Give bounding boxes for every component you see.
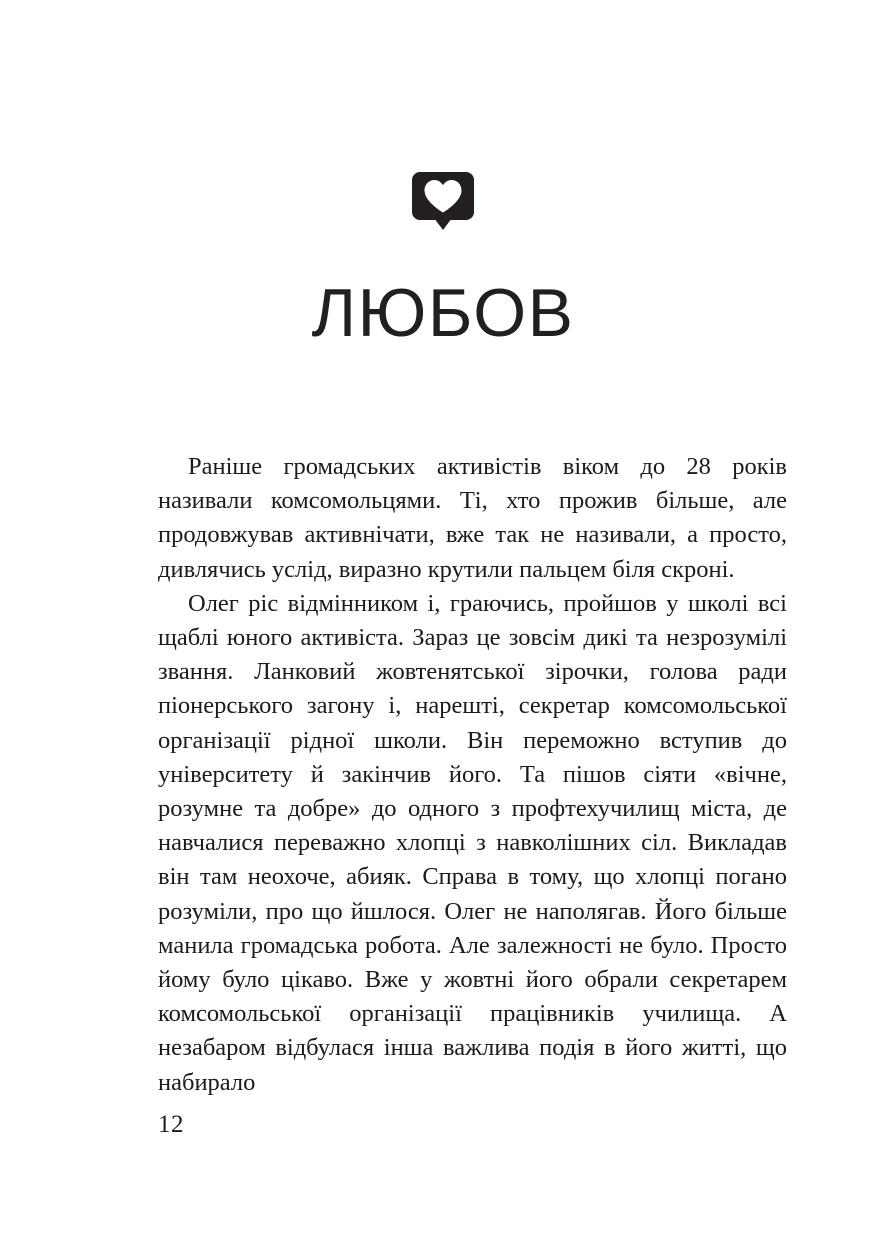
paragraph: Раніше громадських активістів віком до 28 років називали комсомольцями. Ті, хто прожив більше, але продовжував активнічати, вже так не називали, а просто, дивлячись услід, виразно крутили пальцем біля скроні. [158,453,787,583]
page-number: 12 [158,1111,184,1138]
heart-in-speech-bubble-icon [412,172,474,230]
chapter-title: ЛЮБОВ [311,275,575,351]
chapter-ornament [0,172,886,236]
body-text [158,450,787,1100]
paragraph: Олег ріс відмінником і, граючись, пройшов у школі всі щаблі юного активіста. Зараз це зовсім дикі та незрозумілі звання. Ланковий жовтенятської зірочки, голова ради піонерського загону і, нарешті, секретар комсомольської організації рідної школи. Він переможно вступив до університету й закінчив його. Та пішов сіяти «вічне, розумне та добре» до одного з профтехучилищ міста, де навчалися переважно хлопці з навколішних сіл. Викладав він там неохоче, абияк. Справа в тому, що хлопці погано розуміли, про що йшлося. Олег не наполягав. Його більше манила громадська робота. Але залежності не було. Просто йому було цікаво. Вже у жовтні його обрали секретарем комсомольської організації працівників училища. А незабаром відбулася інша важлива подія в його житті, що набирало [158,589,787,1096]
